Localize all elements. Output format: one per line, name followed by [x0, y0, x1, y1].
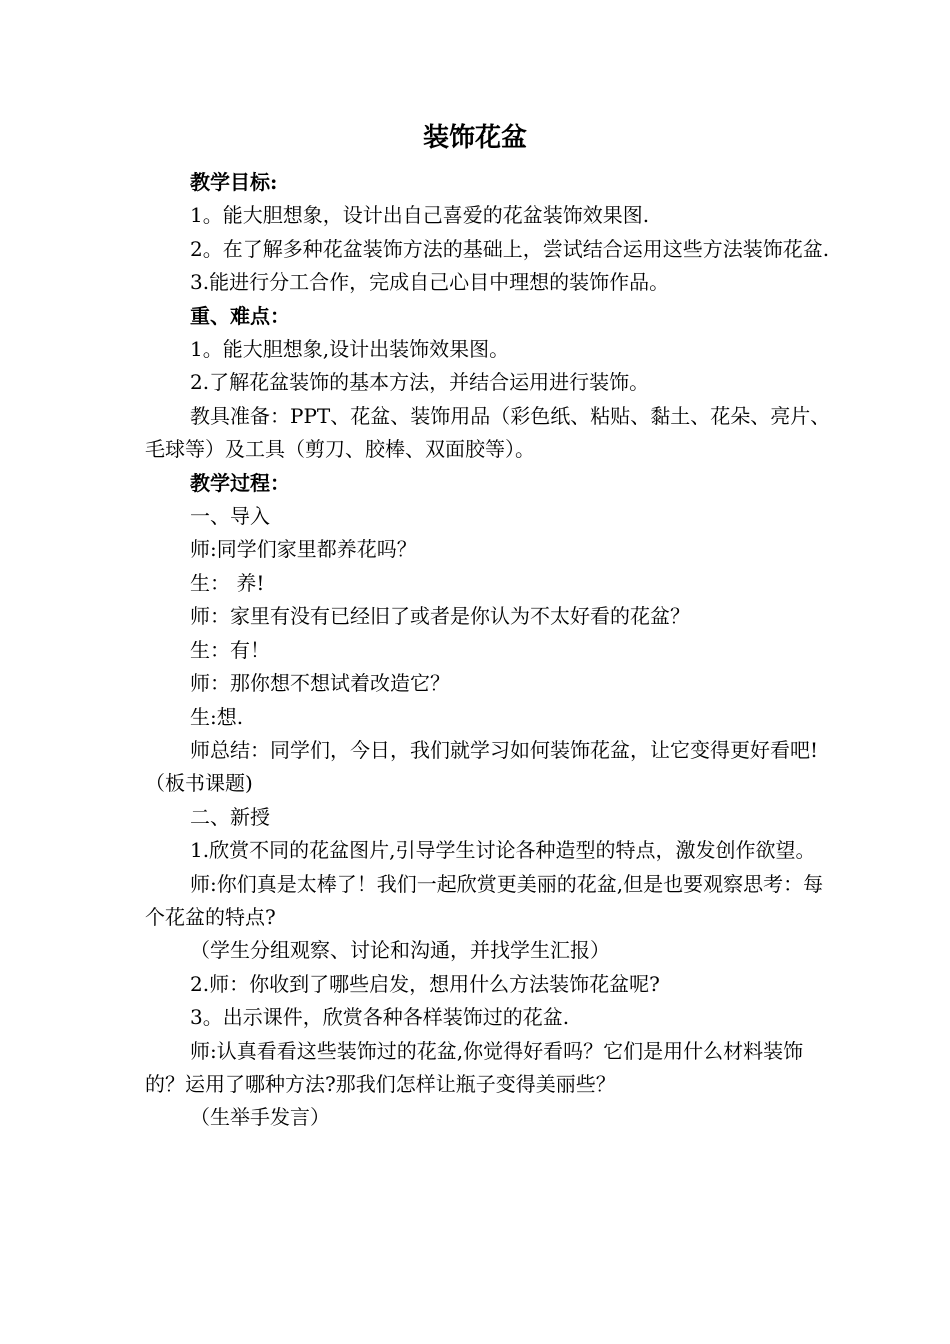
section-heading: 一、导入: [190, 504, 270, 529]
dialogue-line: 生：有！: [190, 637, 270, 662]
dialogue-line: 生:想.: [190, 704, 244, 729]
heading-teaching-goals: 教学目标:: [190, 170, 278, 194]
paragraph: 3.能进行分工合作，完成自己心目中理想的装饰作品。: [190, 270, 670, 295]
document-title: 装饰花盆: [422, 123, 527, 153]
paragraph: 3。出示课件，欣赏各种各样装饰过的花盆.: [190, 1005, 570, 1030]
document-body: [145, 166, 835, 1135]
paragraph: 1。能大胆想象,设计出装饰效果图。: [190, 337, 510, 362]
paragraph: 2。在了解多种花盆装饰方法的基础上，尝试结合运用这些方法装饰花盆.: [190, 236, 830, 261]
dialogue-line: 师:你们真是太棒了！我们一起欣赏更美丽的花盆,但是也要观察思考：每个花盆的特点?: [145, 871, 824, 929]
dialogue-line: 师:同学们家里都养花吗？: [190, 537, 417, 562]
heading-key-points: 重、难点：: [190, 303, 290, 328]
paragraph: 教具准备：PPT、花盆、装饰用品（彩色纸、粘贴、黏土、花朵、亮片、毛球等）及工具（剪刀、胶棒、双面胶等）。: [145, 403, 831, 462]
paragraph: （生举手发言）: [190, 1105, 330, 1130]
section-heading: 二、新授: [190, 804, 270, 829]
dialogue-line: 师：那你想不想试着改造它？: [190, 671, 450, 696]
paragraph: 2.了解花盆装饰的基本方法，并结合运用进行装饰。: [190, 370, 650, 395]
dialogue-line: 师总结：同学们，今日，我们就学习如何装饰花盆，让它变得更好看吧!（板书课题): [145, 737, 819, 796]
dialogue-line: 生： 养!: [190, 570, 265, 595]
dialogue-line: 师:认真看看这些装饰过的花盆,你觉得好看吗？它们是用什么材料装饰的？运用了哪种方法?那我们怎样让瓶子变得美丽些？: [145, 1038, 804, 1096]
paragraph: 2.师：你收到了哪些启发，想用什么方法装饰花盆呢?: [190, 971, 660, 996]
dialogue-line: 师：家里有没有已经旧了或者是你认为不太好看的花盆？: [190, 604, 690, 629]
paragraph: 1.欣赏不同的花盆图片,引导学生讨论各种造型的特点，激发创作欲望。: [190, 838, 816, 863]
heading-teaching-process: 教学过程：: [190, 470, 290, 495]
paragraph: （学生分组观察、讨论和沟通，并找学生汇报）: [190, 938, 610, 963]
paragraph: 1。能大胆想象，设计出自己喜爱的花盆装饰效果图.: [190, 203, 650, 228]
